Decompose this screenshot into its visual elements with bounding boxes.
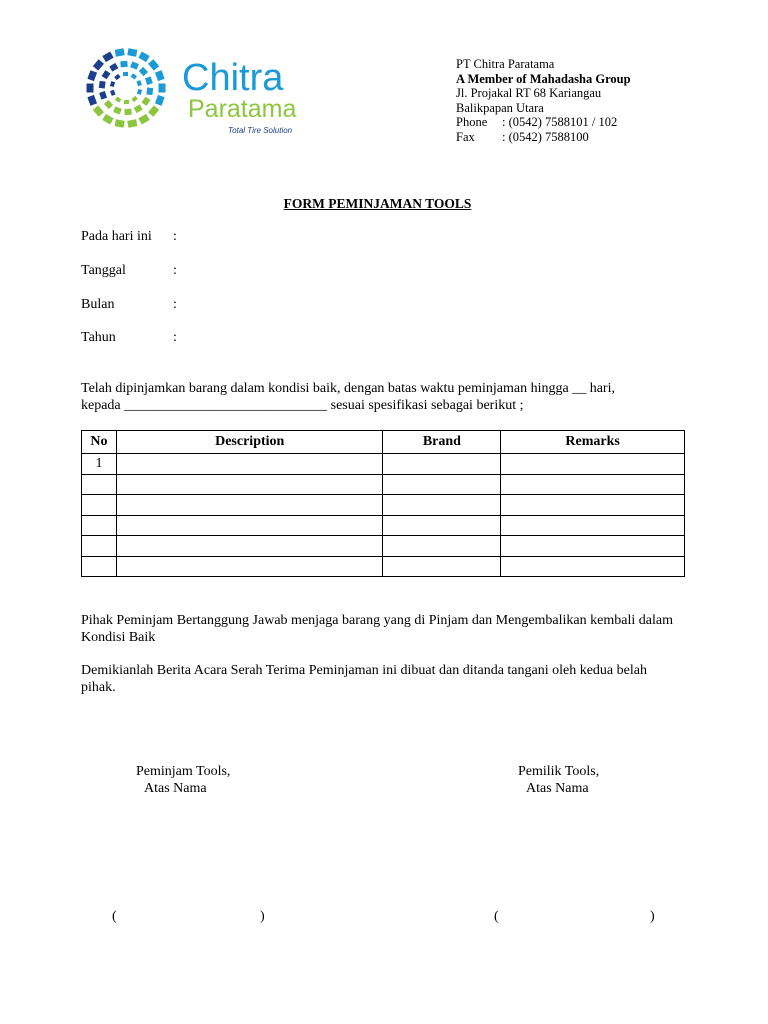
cell-remarks[interactable] xyxy=(501,536,685,557)
cell-no xyxy=(82,556,117,577)
header-description: Description xyxy=(116,431,383,454)
cell-brand[interactable] xyxy=(383,515,501,536)
table-row xyxy=(82,536,685,557)
company-logo xyxy=(82,42,322,142)
phone-value: : (0542) 7588101 / 102 xyxy=(502,115,618,130)
cell-description[interactable] xyxy=(116,474,383,495)
cell-brand[interactable] xyxy=(383,474,501,495)
field-date xyxy=(81,263,177,279)
borrower-role: Peminjam Tools, xyxy=(136,764,231,779)
cell-description[interactable] xyxy=(116,536,383,557)
table-row xyxy=(82,556,685,577)
cell-description[interactable] xyxy=(116,454,383,475)
borrower-signature-block xyxy=(136,763,230,797)
company-fax xyxy=(456,130,631,145)
cell-brand[interactable] xyxy=(383,454,501,475)
cell-description[interactable] xyxy=(116,556,383,577)
borrower-name-close-paren: ) xyxy=(260,909,265,924)
table-row xyxy=(82,474,685,495)
cell-remarks[interactable] xyxy=(501,454,685,475)
intro-line-2: kepada _____________________________ sesuai spesifikasi sebagai berikut ; xyxy=(81,398,524,413)
items-table xyxy=(81,430,685,577)
fax-label: Fax xyxy=(456,129,475,144)
cell-no xyxy=(82,495,117,516)
company-address-1: Jl. Projakal RT 68 Kariangau xyxy=(456,86,602,101)
cell-no xyxy=(82,536,117,557)
cell-no xyxy=(82,515,117,536)
header-remarks: Remarks xyxy=(501,431,685,454)
intro-paragraph xyxy=(81,380,673,414)
borrower-name-open-paren: ( xyxy=(112,909,117,924)
table-row xyxy=(82,454,685,475)
field-day xyxy=(81,229,177,245)
cell-description[interactable] xyxy=(116,495,383,516)
logo-tagline: Total Tire Solution xyxy=(228,126,293,135)
logo-name-line1: Chitra xyxy=(182,57,284,99)
cell-remarks[interactable] xyxy=(501,556,685,577)
responsibility-statement: Pihak Peminjam Bertanggung Jawab menjaga barang yang di Pinjam dan Mengembalikan kembali dalam Kondisi Baik xyxy=(81,613,673,645)
header-no: No xyxy=(82,431,117,454)
sunburst-icon xyxy=(87,48,166,127)
cell-brand[interactable] xyxy=(383,536,501,557)
field-label: Pada hari ini xyxy=(81,229,152,244)
company-info xyxy=(456,57,631,145)
field-label: Tahun xyxy=(81,330,116,345)
owner-name-close-paren: ) xyxy=(650,909,655,924)
intro-line-1: Telah dipinjamkan barang dalam kondisi baik, dengan batas waktu peminjaman hingga __ hari, xyxy=(81,381,615,396)
field-separator: : xyxy=(173,229,177,244)
field-separator: : xyxy=(173,297,177,312)
company-name: PT Chitra Paratama xyxy=(456,57,555,71)
cell-brand[interactable] xyxy=(383,556,501,577)
cell-brand[interactable] xyxy=(383,495,501,516)
owner-role: Pemilik Tools, xyxy=(518,764,600,779)
field-label: Bulan xyxy=(81,297,115,312)
owner-on-behalf: Atas Nama xyxy=(526,781,589,796)
field-label: Tanggal xyxy=(81,263,126,278)
form-title: FORM PEMINJAMAN TOOLS xyxy=(283,196,472,211)
field-year xyxy=(81,330,177,346)
cell-no xyxy=(82,474,117,495)
field-separator: : xyxy=(173,263,177,278)
cell-remarks[interactable] xyxy=(501,515,685,536)
field-month xyxy=(81,297,177,313)
cell-no: 1 xyxy=(82,454,117,475)
table-row xyxy=(82,515,685,536)
owner-signature-block xyxy=(518,763,599,797)
company-phone xyxy=(456,115,631,130)
header-brand: Brand xyxy=(383,431,501,454)
borrower-on-behalf: Atas Nama xyxy=(144,781,207,796)
table-header-row xyxy=(82,431,685,454)
cell-remarks[interactable] xyxy=(501,474,685,495)
fax-value: : (0542) 7588100 xyxy=(502,129,589,144)
closing-statement: Demikianlah Berita Acara Serah Terima Peminjaman ini dibuat dan ditanda tangani oleh kedua belah pihak. xyxy=(81,663,647,695)
company-address-2: Balikpapan Utara xyxy=(456,100,544,115)
logo-name-line2: Paratama xyxy=(188,95,297,123)
table-row xyxy=(82,495,685,516)
cell-remarks[interactable] xyxy=(501,495,685,516)
phone-label: Phone xyxy=(456,115,488,130)
field-separator: : xyxy=(173,330,177,345)
cell-description[interactable] xyxy=(116,515,383,536)
owner-name-open-paren: ( xyxy=(494,909,499,924)
company-member: A Member of Mahadasha Group xyxy=(456,71,631,86)
